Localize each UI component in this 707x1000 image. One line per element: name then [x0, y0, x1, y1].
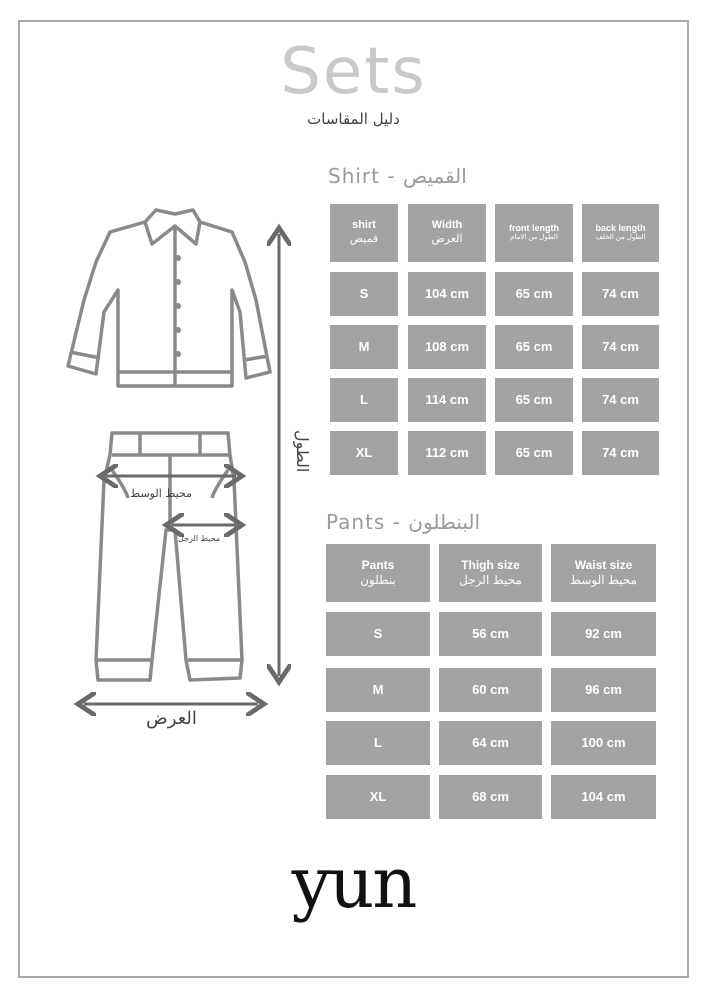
shirt-table-cell: 65 cm [495, 378, 573, 422]
header-label-ar: الطول من الامام [510, 234, 558, 242]
header-label-ar: الطول من الخلف [595, 234, 646, 242]
header-label-en: shirt [352, 219, 376, 232]
header-label-en: Waist size [574, 558, 633, 572]
pants-table-cell: L [326, 721, 430, 765]
leg-label: محيط الرجل [178, 534, 221, 543]
shirt-header-cell [582, 204, 659, 262]
shirt-header-cell [408, 204, 486, 262]
shirt-table-cell: M [330, 325, 398, 369]
width-label: العرض [146, 708, 197, 729]
pants-table-cell: M [326, 668, 430, 712]
pants-table-cell: 92 cm [551, 612, 656, 656]
waist-label: محيط الوسط [130, 487, 192, 500]
shirt-header-cell [495, 204, 573, 262]
shirt-header-cell [330, 204, 398, 262]
pants-table-cell: XL [326, 775, 430, 819]
shirt-table-cell: 65 cm [495, 431, 573, 475]
pants-header-cell [326, 544, 430, 602]
shirt-table-cell: 65 cm [495, 325, 573, 369]
pants-section-title: Pants - البنطلون [326, 510, 481, 534]
header-label-ar: قميص [349, 233, 379, 245]
length-label: الطول [293, 430, 312, 473]
shirt-section-title: Shirt - القميص [328, 164, 467, 188]
pants-table-cell: 100 cm [551, 721, 656, 765]
pants-table-cell: 56 cm [439, 612, 542, 656]
shirt-table-cell: 74 cm [582, 431, 659, 475]
pants-drawing [96, 433, 242, 680]
shirt-table-cell: 74 cm [582, 378, 659, 422]
shirt-table-cell: L [330, 378, 398, 422]
pants-header-cell [439, 544, 542, 602]
shirt-table-cell: S [330, 272, 398, 316]
shirt-table-cell: 74 cm [582, 272, 659, 316]
header-label-en: Thigh size [461, 558, 520, 572]
shirt-table-cell: 114 cm [408, 378, 486, 422]
shirt-table-cell: 112 cm [408, 431, 486, 475]
header-label-ar: محيط الوسط [569, 573, 638, 587]
pants-table-cell: 96 cm [551, 668, 656, 712]
pants-table-cell: 64 cm [439, 721, 542, 765]
shirt-table-cell: 74 cm [582, 325, 659, 369]
pants-table-cell: 68 cm [439, 775, 542, 819]
shirt-drawing [68, 210, 270, 386]
shirt-table-cell: 104 cm [408, 272, 486, 316]
brand-logo: yun [291, 842, 416, 924]
header-label-en: Width [431, 219, 463, 232]
pants-table-cell: 104 cm [551, 775, 656, 819]
page-subtitle: دليل المقاسات [307, 110, 400, 128]
pants-header-cell [551, 544, 656, 602]
page-title: Sets [280, 35, 427, 109]
header-label-ar: العرض [431, 233, 463, 245]
header-label-ar: محيط الرجل [459, 573, 522, 587]
header-label-ar: بنطلون [360, 573, 396, 587]
shirt-table-cell: XL [330, 431, 398, 475]
pants-table-cell: 60 cm [439, 668, 542, 712]
header-label-en: Pants [361, 558, 395, 572]
shirt-table-cell: 65 cm [495, 272, 573, 316]
shirt-table-cell: 108 cm [408, 325, 486, 369]
pants-table-cell: S [326, 612, 430, 656]
header-label-en: back length [595, 223, 646, 233]
header-label-en: front length [509, 223, 559, 233]
